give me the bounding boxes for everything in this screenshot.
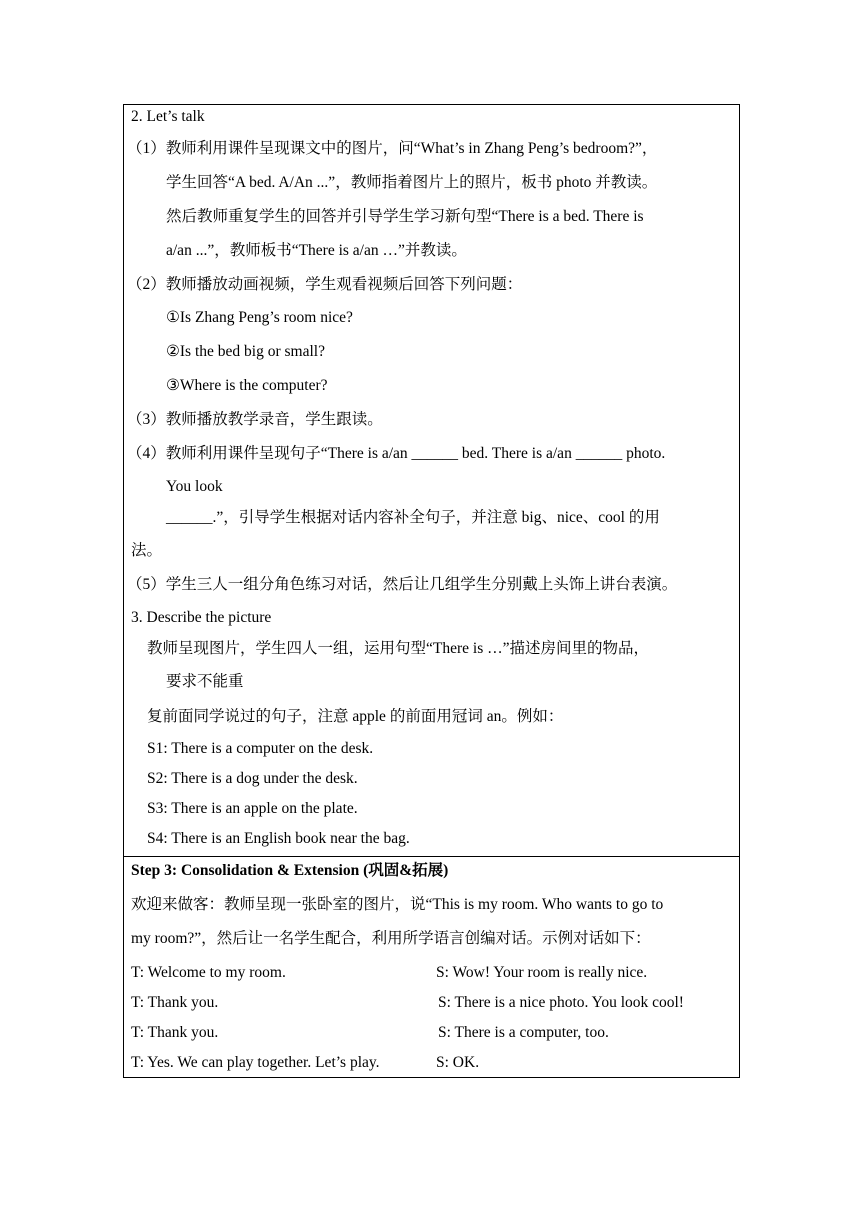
- step-3-heading: Step 3: Consolidation & Extension (巩固&拓展): [131, 862, 449, 879]
- step-1-line-4: a/an ...”，教师板书“There is a/an …”并教读。: [166, 242, 467, 259]
- dialogue-student-2: S: There is a nice photo. You look cool!: [438, 994, 684, 1011]
- example-s1: S1: There is a computer on the desk.: [147, 740, 374, 757]
- dialogue-student-3: S: There is a computer, too.: [438, 1024, 609, 1041]
- step-5-text: （5）学生三人一组分角色练习对话，然后让几组学生分别戴上头饰上讲台表演。: [127, 576, 678, 593]
- step-1-line-3: 然后教师重复学生的回答并引导学生学习新句型“There is a bed. There is: [166, 208, 644, 225]
- lesson-table: [123, 104, 740, 1078]
- dialogue-teacher-1: T: Welcome to my room.: [131, 964, 286, 981]
- intro-line-2: my room?”，然后让一名学生配合，利用所学语言创编对话。示例对话如下：: [131, 930, 651, 947]
- step-4-line-4: 法。: [131, 542, 163, 559]
- question-3: ③Where is the computer?: [166, 377, 328, 394]
- example-s3: S3: There is an apple on the plate.: [147, 800, 358, 817]
- step-2-text: （2）教师播放动画视频，学生观看视频后回答下列问题：: [127, 276, 523, 293]
- intro-line-1: 欢迎来做客：教师呈现一张卧室的图片，说“This is my room. Who wants to go to: [131, 896, 664, 913]
- step-1-line-2: 学生回答“A bed. A/An ...”，教师指着图片上的照片，板书 photo 并教读。: [166, 174, 658, 191]
- lets-talk-heading: 2. Let’s talk: [131, 108, 205, 125]
- step-1-line-1: （1）教师利用课件呈现课文中的图片，问“What’s in Zhang Peng’s bedroom?”，: [127, 140, 658, 157]
- activities-cell: [124, 105, 739, 857]
- describe-heading: 3. Describe the picture: [131, 609, 272, 626]
- dialogue-teacher-4: T: Yes. We can play together. Let’s play.: [131, 1054, 380, 1071]
- dialogue-student-4: S: OK.: [436, 1054, 480, 1071]
- example-s2: S2: There is a dog under the desk.: [147, 770, 358, 787]
- describe-line-1: 教师呈现图片，学生四人一组，运用句型“There is …”描述房间里的物品，: [147, 640, 649, 657]
- dialogue-teacher-3: T: Thank you.: [131, 1024, 219, 1041]
- dialogue-teacher-2: T: Thank you.: [131, 994, 219, 1011]
- question-1: ①Is Zhang Peng’s room nice?: [166, 309, 353, 326]
- dialogue-student-1: S: Wow! Your room is really nice.: [436, 964, 648, 981]
- consolidation-cell: [124, 857, 739, 1077]
- describe-line-3: 复前面同学说过的句子，注意 apple 的前面用冠词 an。例如：: [147, 708, 564, 725]
- step-3-text: （3）教师播放教学录音，学生跟读。: [127, 411, 383, 428]
- question-2: ②Is the bed big or small?: [166, 343, 325, 360]
- step-4-line-3: ______.”，引导学生根据对话内容补全句子，并注意 big、nice、cool 的用: [166, 509, 660, 526]
- step-4-line-2: You look: [166, 478, 223, 495]
- step-4-line-1: （4）教师利用课件呈现句子“There is a/an ______ bed. There is a/an ______ photo.: [127, 445, 666, 462]
- example-s4: S4: There is an English book near the bag.: [147, 830, 410, 847]
- describe-line-2: 要求不能重: [166, 673, 244, 690]
